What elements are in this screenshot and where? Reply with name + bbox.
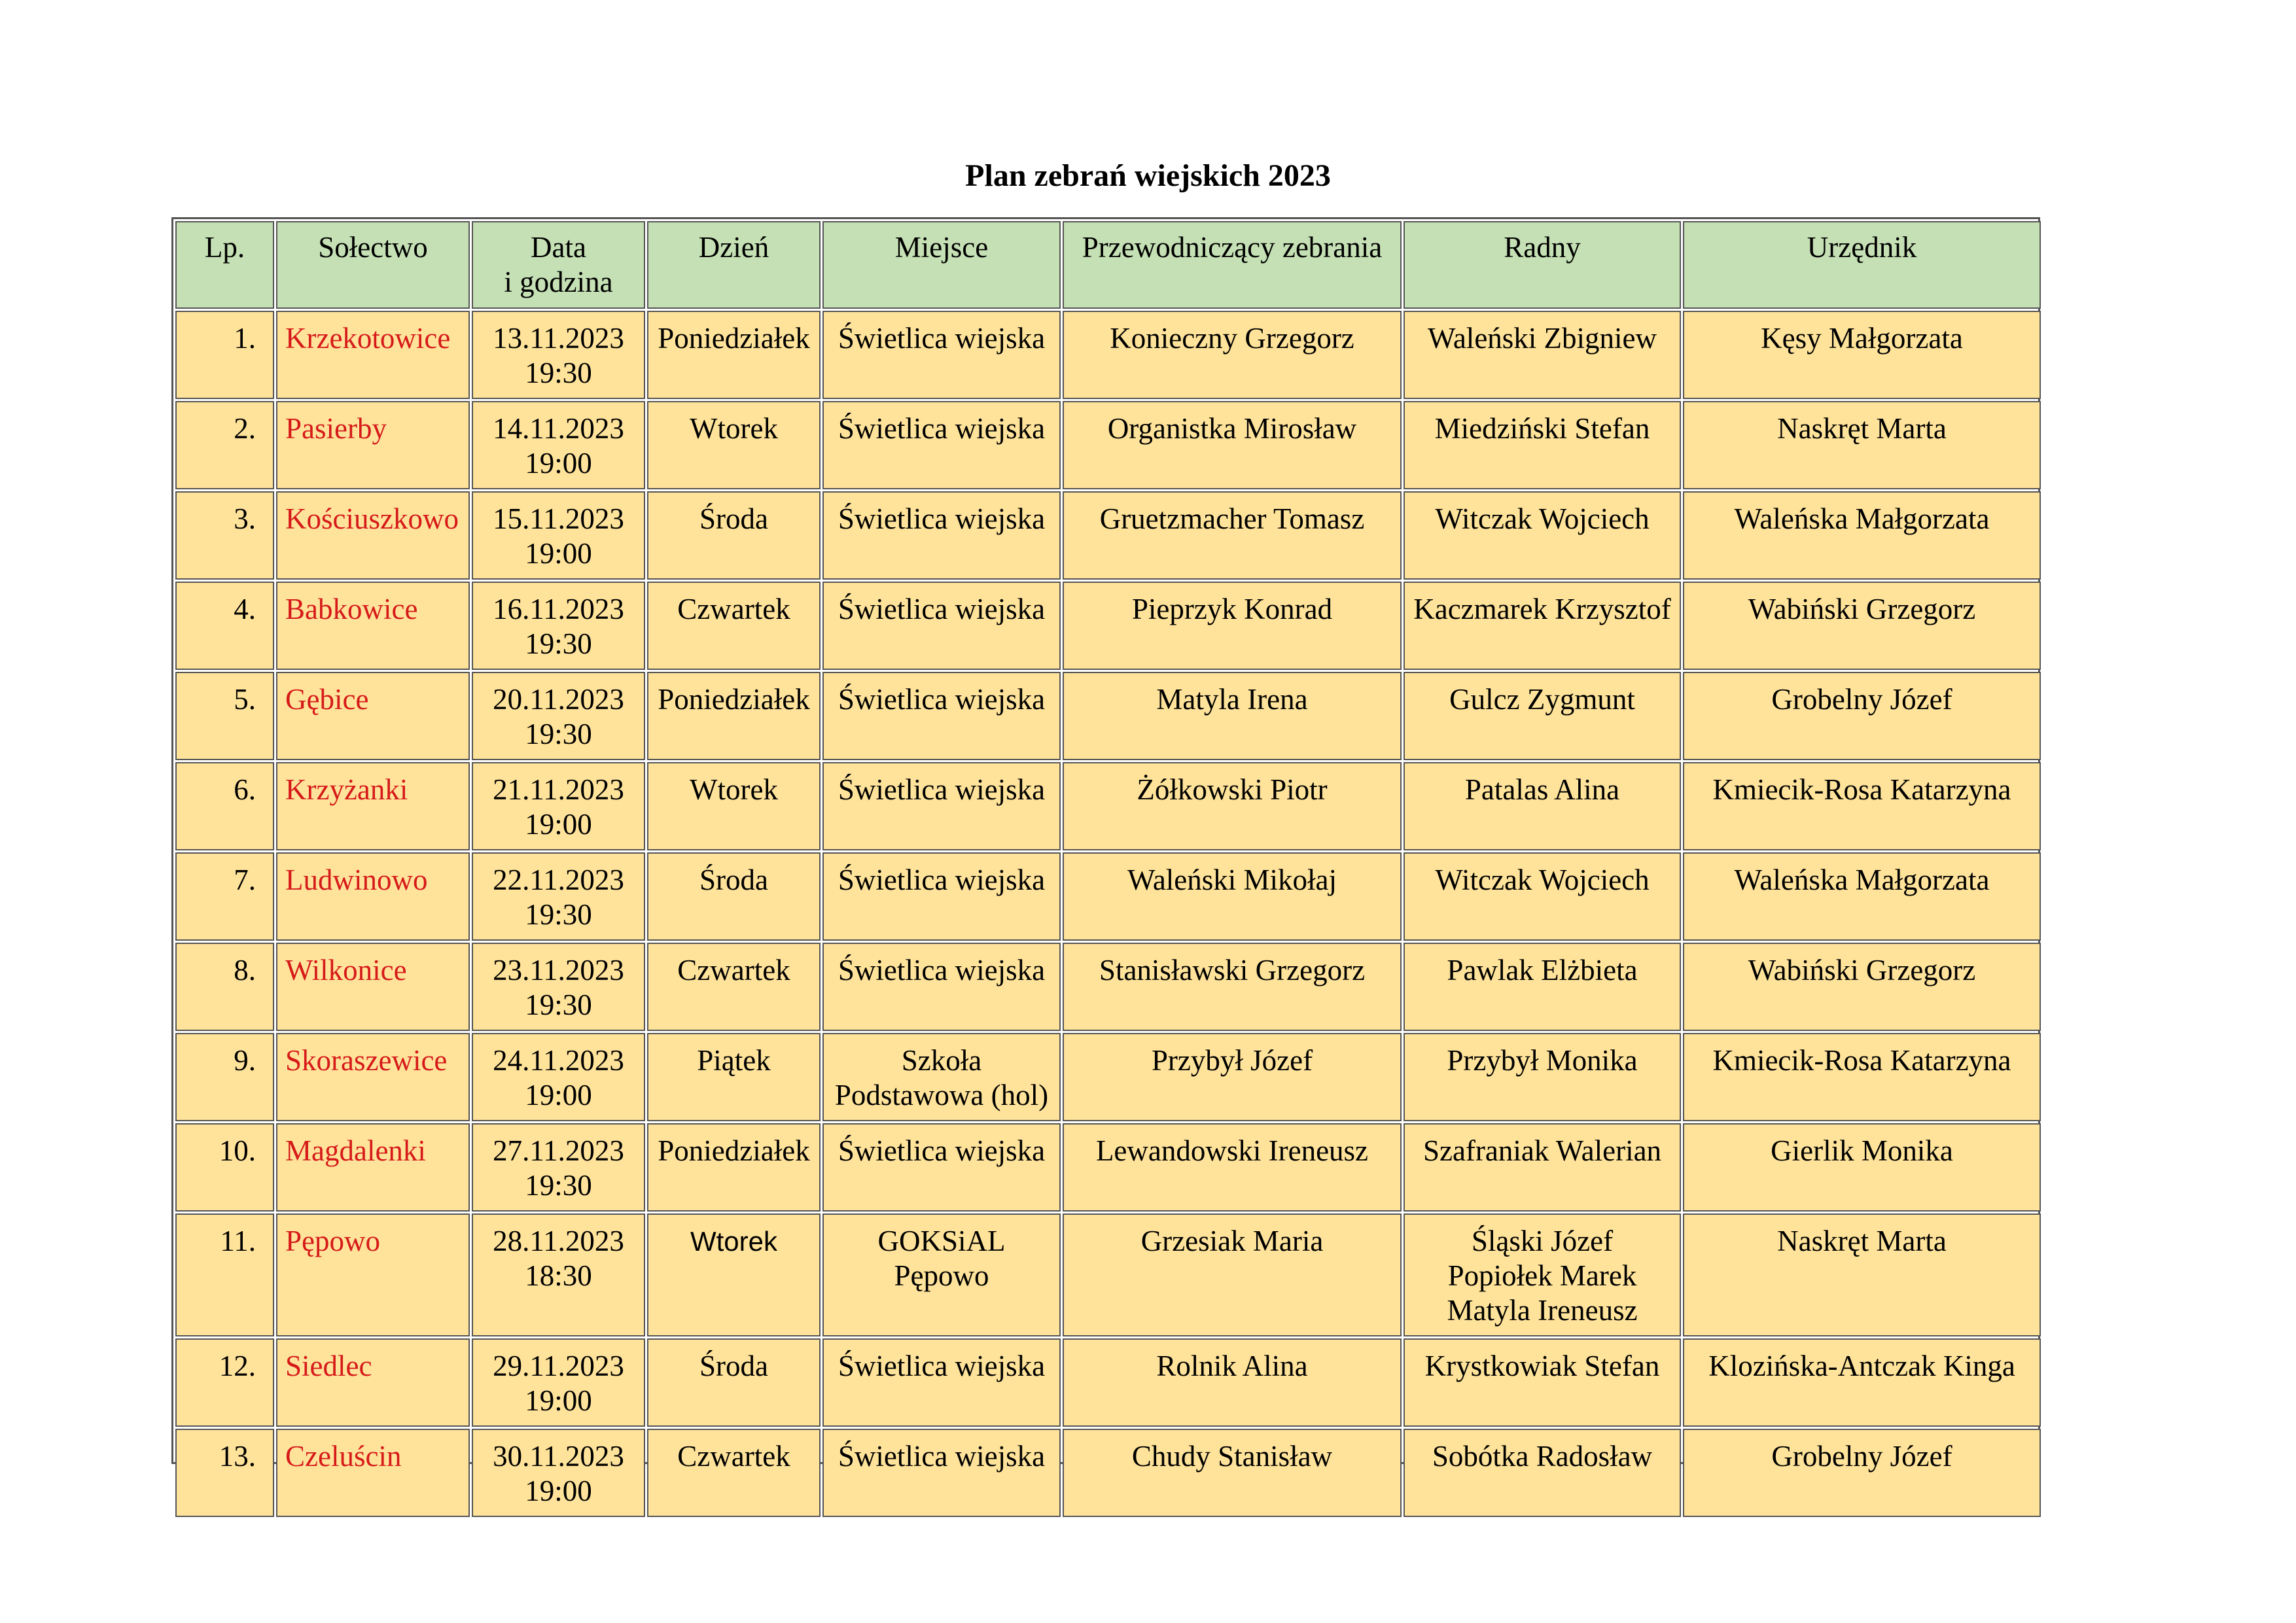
weekday-label: Środa <box>699 502 768 535</box>
councilor <box>1404 491 1681 580</box>
header-dzien: Dzień <box>647 221 821 309</box>
village-name: Pępowo <box>276 1213 470 1336</box>
meeting-date: 23.11.2023 <box>493 954 624 986</box>
meeting-time: 19:00 <box>525 1384 592 1417</box>
date-time-cell <box>472 491 645 580</box>
venue <box>822 1429 1061 1517</box>
weekday <box>647 762 821 850</box>
venue <box>822 762 1061 850</box>
table-row <box>175 1338 2041 1427</box>
table-row <box>175 1123 2041 1212</box>
meeting-date: 16.11.2023 <box>493 593 624 625</box>
table-row <box>175 401 2041 489</box>
meeting-time: 19:00 <box>525 1079 592 1111</box>
header-data-line2: i godzina <box>504 266 613 298</box>
official: Kęsy Małgorzata <box>1683 311 2041 399</box>
venue-line: Podstawowa (hol) <box>834 1079 1049 1111</box>
meeting-date: 29.11.2023 <box>493 1350 624 1382</box>
meeting-date: 15.11.2023 <box>493 502 624 535</box>
weekday <box>647 1338 821 1427</box>
venue-line: Świetlica wiejska <box>838 412 1046 445</box>
official: Waleńska Małgorzata <box>1683 491 2041 580</box>
official: Grobelny Józef <box>1683 672 2041 760</box>
row-number: 13. <box>175 1429 274 1517</box>
weekday-label: Wtorek <box>690 773 778 806</box>
village-name: Siedlec <box>276 1338 470 1427</box>
date-time-cell <box>472 1123 645 1212</box>
row-number: 11. <box>175 1213 274 1336</box>
official: Waleńska Małgorzata <box>1683 852 2041 941</box>
meeting-date: 28.11.2023 <box>493 1225 624 1257</box>
councilor-name: Pawlak Elżbieta <box>1447 954 1638 986</box>
meeting-time: 19:30 <box>525 627 592 660</box>
row-number: 3. <box>175 491 274 580</box>
weekday <box>647 1033 821 1121</box>
venue <box>822 1213 1061 1336</box>
venue-line: Świetlica wiejska <box>838 322 1046 355</box>
weekday <box>647 672 821 760</box>
weekday-label: Środa <box>699 864 768 896</box>
meeting-date: 24.11.2023 <box>493 1044 624 1077</box>
councilor-name: Gulcz Zygmunt <box>1449 683 1635 716</box>
councilor-name: Waleński Zbigniew <box>1427 322 1657 355</box>
weekday-label: Czwartek <box>677 1440 790 1473</box>
row-number: 5. <box>175 672 274 760</box>
venue-line: Świetlica wiejska <box>838 773 1046 806</box>
village-name: Krzekotowice <box>276 311 470 399</box>
weekday-label: Wtorek <box>690 412 778 445</box>
chairperson: Stanisławski Grzegorz <box>1063 943 1402 1031</box>
venue-line: Świetlica wiejska <box>838 864 1046 896</box>
village-name: Magdalenki <box>276 1123 470 1212</box>
venue-line: Świetlica wiejska <box>838 1134 1046 1167</box>
councilor <box>1404 1338 1681 1427</box>
row-number: 10. <box>175 1123 274 1212</box>
date-time-cell <box>472 311 645 399</box>
councilor <box>1404 672 1681 760</box>
councilor-name: Miedziński Stefan <box>1434 412 1650 445</box>
councilor <box>1404 401 1681 489</box>
weekday-label: Czwartek <box>677 593 790 625</box>
councilor-name: Krystkowiak Stefan <box>1424 1350 1660 1382</box>
meeting-time: 19:30 <box>525 898 592 931</box>
councilor <box>1404 582 1681 670</box>
meeting-date: 27.11.2023 <box>493 1134 624 1167</box>
weekday-label: Środa <box>699 1350 768 1382</box>
weekday-label: Poniedziałek <box>658 322 810 355</box>
councilor <box>1404 1429 1681 1517</box>
venue-line: Świetlica wiejska <box>838 954 1046 986</box>
meetings-table <box>171 217 2040 1507</box>
weekday <box>647 1123 821 1212</box>
date-time-cell <box>472 1033 645 1121</box>
weekday-label: Wtorek <box>690 1226 777 1257</box>
venue-line: Świetlica wiejska <box>838 1350 1046 1382</box>
venue <box>822 672 1061 760</box>
header-data <box>472 221 645 309</box>
venue-line: Pępowo <box>894 1259 989 1292</box>
venue <box>822 401 1061 489</box>
date-time-cell <box>472 762 645 850</box>
official: Kmiecik-Rosa Katarzyna <box>1683 762 2041 850</box>
chairperson: Organistka Mirosław <box>1063 401 1402 489</box>
chairperson: Konieczny Grzegorz <box>1063 311 1402 399</box>
table-row <box>175 1429 2041 1517</box>
meeting-time: 19:00 <box>525 537 592 570</box>
councilor-name: Szafraniak Walerian <box>1422 1134 1662 1167</box>
chairperson: Pieprzyk Konrad <box>1063 582 1402 670</box>
row-number: 8. <box>175 943 274 1031</box>
venue-line: Świetlica wiejska <box>838 502 1046 535</box>
date-time-cell <box>472 401 645 489</box>
weekday <box>647 582 821 670</box>
councilor-name: Matyla Ireneusz <box>1447 1294 1638 1327</box>
meeting-date: 30.11.2023 <box>493 1440 624 1473</box>
meeting-time: 19:30 <box>525 357 592 389</box>
councilor-name: Witczak Wojciech <box>1435 864 1650 896</box>
header-urzednik: Urzędnik <box>1683 221 2041 309</box>
row-number: 12. <box>175 1338 274 1427</box>
councilor-name: Sobótka Radosław <box>1432 1440 1653 1473</box>
chairperson: Waleński Mikołaj <box>1063 852 1402 941</box>
village-name: Krzyżanki <box>276 762 470 850</box>
table-row <box>175 311 2041 399</box>
weekday <box>647 1429 821 1517</box>
meeting-time: 19:00 <box>525 1475 592 1507</box>
date-time-cell <box>472 943 645 1031</box>
date-time-cell <box>472 1338 645 1427</box>
meeting-date: 14.11.2023 <box>493 412 624 445</box>
venue-line: Świetlica wiejska <box>838 1440 1046 1473</box>
official: Gierlik Monika <box>1683 1123 2041 1212</box>
date-time-cell <box>472 852 645 941</box>
table-row <box>175 1033 2041 1121</box>
councilor <box>1404 311 1681 399</box>
date-time-cell <box>472 582 645 670</box>
venue <box>822 1338 1061 1427</box>
venue-line: GOKSiAL <box>877 1225 1006 1257</box>
councilor <box>1404 1123 1681 1212</box>
official: Klozińska-Antczak Kinga <box>1683 1338 2041 1427</box>
row-number: 6. <box>175 762 274 850</box>
councilor <box>1404 852 1681 941</box>
weekday-label: Poniedziałek <box>658 1134 810 1167</box>
official: Grobelny Józef <box>1683 1429 2041 1517</box>
chairperson: Chudy Stanisław <box>1063 1429 1402 1517</box>
chairperson: Rolnik Alina <box>1063 1338 1402 1427</box>
meeting-time: 19:30 <box>525 1169 592 1202</box>
venue-line: Świetlica wiejska <box>838 593 1046 625</box>
meeting-time: 19:30 <box>525 718 592 750</box>
village-name: Czeluścin <box>276 1429 470 1517</box>
chairperson: Lewandowski Ireneusz <box>1063 1123 1402 1212</box>
councilor-name: Witczak Wojciech <box>1435 502 1650 535</box>
venue <box>822 1123 1061 1212</box>
weekday <box>647 852 821 941</box>
weekday-label: Piątek <box>697 1044 771 1077</box>
header-miejsce: Miejsce <box>822 221 1061 309</box>
meeting-time: 19:00 <box>525 447 592 480</box>
councilor <box>1404 943 1681 1031</box>
row-number: 7. <box>175 852 274 941</box>
date-time-cell <box>472 672 645 760</box>
table-row <box>175 582 2041 670</box>
councilor-name: Śląski Józef <box>1471 1225 1614 1257</box>
chairperson: Żółkowski Piotr <box>1063 762 1402 850</box>
weekday-label: Poniedziałek <box>658 683 810 716</box>
table-row <box>175 943 2041 1031</box>
village-name: Pasierby <box>276 401 470 489</box>
row-number: 4. <box>175 582 274 670</box>
weekday <box>647 311 821 399</box>
chairperson: Grzesiak Maria <box>1063 1213 1402 1336</box>
weekday-label: Czwartek <box>677 954 790 986</box>
row-number: 1. <box>175 311 274 399</box>
venue <box>822 1033 1061 1121</box>
village-name: Gębice <box>276 672 470 760</box>
councilor <box>1404 1033 1681 1121</box>
venue-line: Szkoła <box>901 1044 982 1077</box>
meeting-date: 13.11.2023 <box>493 322 624 355</box>
page-title: Plan zebrań wiejskich 2023 <box>965 158 1331 193</box>
official: Wabiński Grzegorz <box>1683 582 2041 670</box>
venue <box>822 582 1061 670</box>
weekday <box>647 1213 821 1336</box>
table-row <box>175 852 2041 941</box>
meeting-date: 21.11.2023 <box>493 773 624 806</box>
table-row <box>175 491 2041 580</box>
official: Kmiecik-Rosa Katarzyna <box>1683 1033 2041 1121</box>
venue <box>822 852 1061 941</box>
table-row <box>175 762 2041 850</box>
weekday <box>647 401 821 489</box>
councilor <box>1404 762 1681 850</box>
official: Wabiński Grzegorz <box>1683 943 2041 1031</box>
chairperson: Przybył Józef <box>1063 1033 1402 1121</box>
councilor-name: Patalas Alina <box>1464 773 1620 806</box>
meeting-date: 22.11.2023 <box>493 864 624 896</box>
chairperson: Gruetzmacher Tomasz <box>1063 491 1402 580</box>
weekday <box>647 491 821 580</box>
venue <box>822 491 1061 580</box>
meeting-time: 18:30 <box>525 1259 592 1292</box>
councilor-name: Popiołek Marek <box>1447 1259 1637 1292</box>
councilor-name: Przybył Monika <box>1447 1044 1638 1077</box>
village-name: Ludwinowo <box>276 852 470 941</box>
village-name: Wilkonice <box>276 943 470 1031</box>
weekday <box>647 943 821 1031</box>
header-przewodniczacy: Przewodniczący zebrania <box>1063 221 1402 309</box>
row-number: 9. <box>175 1033 274 1121</box>
date-time-cell <box>472 1213 645 1336</box>
header-solectwo: Sołectwo <box>276 221 470 309</box>
venue-line: Świetlica wiejska <box>838 683 1046 716</box>
header-lp: Lp. <box>175 221 274 309</box>
header-row <box>175 221 2041 309</box>
village-name: Babkowice <box>276 582 470 670</box>
row-number: 2. <box>175 401 274 489</box>
official: Naskręt Marta <box>1683 1213 2041 1336</box>
venue <box>822 311 1061 399</box>
venue <box>822 943 1061 1031</box>
meeting-time: 19:30 <box>525 988 592 1021</box>
table-row <box>175 672 2041 760</box>
meeting-date: 20.11.2023 <box>493 683 624 716</box>
village-name: Kościuszkowo <box>276 491 470 580</box>
header-data-line1: Data <box>531 231 586 264</box>
table-row <box>175 1213 2041 1336</box>
header-radny: Radny <box>1404 221 1681 309</box>
chairperson: Matyla Irena <box>1063 672 1402 760</box>
official: Naskręt Marta <box>1683 401 2041 489</box>
village-name: Skoraszewice <box>276 1033 470 1121</box>
date-time-cell <box>472 1429 645 1517</box>
councilor <box>1404 1213 1681 1336</box>
meeting-time: 19:00 <box>525 808 592 841</box>
councilor-name: Kaczmarek Krzysztof <box>1413 593 1671 625</box>
